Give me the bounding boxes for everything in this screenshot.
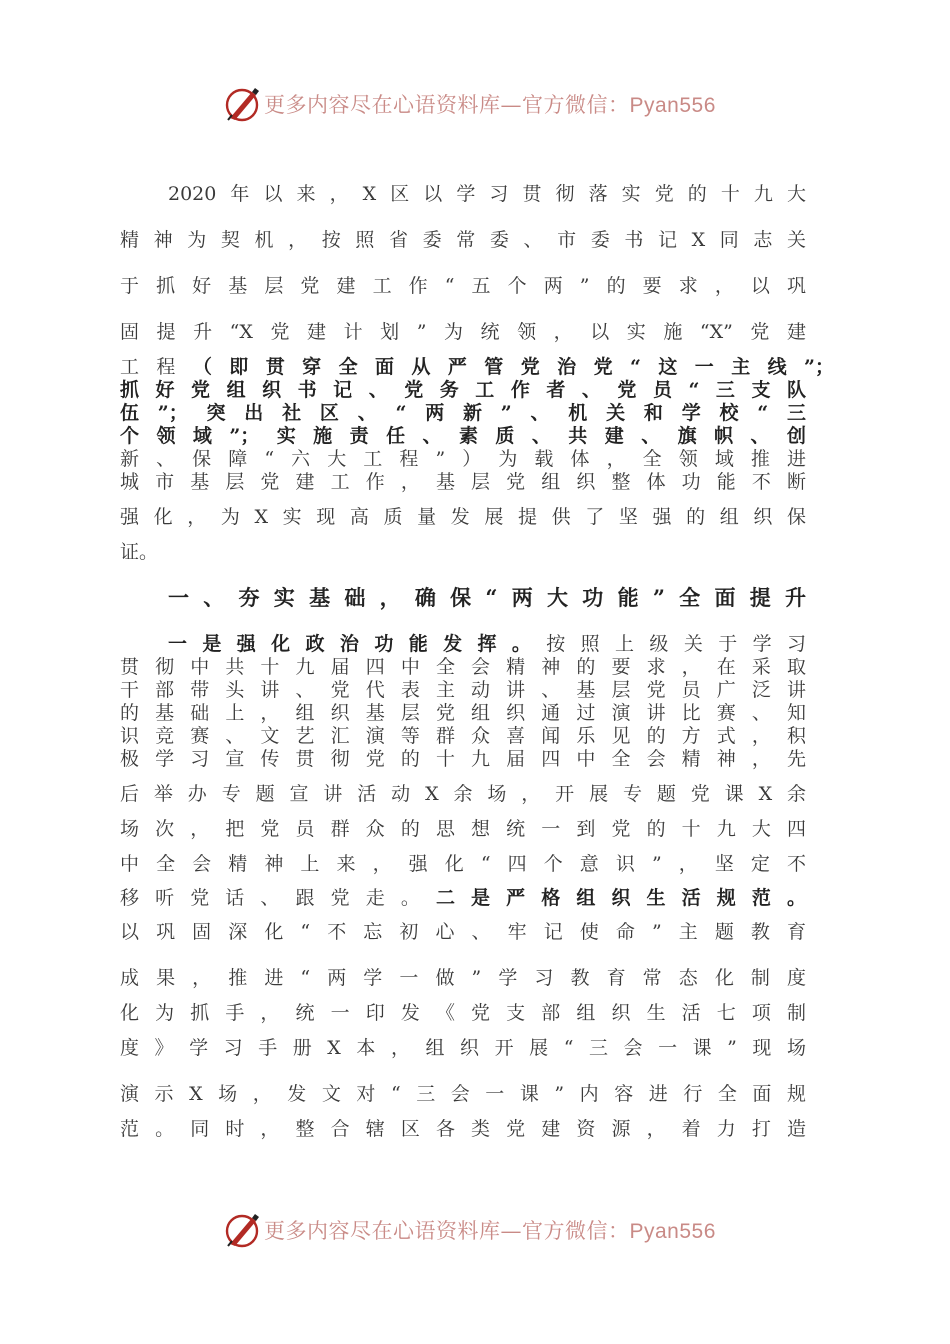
pen-logo-icon	[222, 1210, 262, 1250]
body-line: 范。同时，整合辖区各类党建资源，着力打造	[120, 1118, 806, 1140]
footer-watermark-banner	[222, 1210, 742, 1250]
body-line: 化为抓手，统一印发《党支部组织生活七项制	[120, 1002, 806, 1024]
body-line: 精神为契机，按照省委常委、市委书记X同志关	[120, 229, 806, 251]
body-line: 强化，为X实现高质量发展提供了坚强的组织保	[120, 506, 806, 528]
body-line: 2020年以来，X区以学习贯彻落实党的十九大	[168, 183, 806, 205]
body-line: 证。	[120, 541, 159, 563]
body-line: 极学习宣传贯彻党的十九届四中全会精神，先	[120, 748, 806, 770]
body-line: 度》学习手册X本，组织开展“三会一课”现场	[120, 1037, 806, 1059]
body-line-bold: 个领域”；实施责任、素质、共建、旗帜、创	[120, 425, 806, 447]
body-line: 识竞赛、文艺汇演等群众喜闻乐见的方式，积	[120, 725, 806, 747]
body-line: 移听党话、跟党走。二是严格组织生活规范。	[120, 887, 806, 909]
body-line: 以巩固深化“不忘初心、牢记使命”主题教育	[120, 921, 806, 943]
body-line: 中全会精神上来，强化“四个意识”，坚定不	[120, 853, 806, 875]
body-line: 新、保障“六大工程”）为载体，全领域推进	[120, 448, 806, 470]
section-heading: 一、夯实基础，确保“两大功能”全面提升	[168, 585, 806, 610]
banner-text: 更多内容尽在心语资料库—官方微信：	[264, 1219, 630, 1243]
pen-logo-icon	[222, 84, 262, 124]
body-line: 成果，推进“两学一做”学习教育常态化制度	[120, 967, 806, 989]
header-watermark-banner	[222, 84, 742, 124]
body-line: 固提升“X党建计划”为统领，以实施“X”党建	[120, 321, 806, 343]
body-line: 场次，把党员群众的思想统一到党的十九大四	[120, 818, 806, 840]
body-line-bold: 抓好党组织书记、党务工作者、党员“三支队	[120, 379, 806, 401]
banner-text: 更多内容尽在心语资料库—官方微信：	[264, 93, 630, 117]
body-line: 干部带头讲、党代表主动讲、基层党员广泛讲	[120, 679, 806, 701]
body-line: 城市基层党建工作，基层党组织整体功能不断	[120, 471, 806, 493]
body-line: 后举办专题宣讲活动X余场，开展专题党课X余	[120, 783, 806, 805]
body-line: 的基础上，组织基层党组织通过演讲比赛、知	[120, 702, 806, 724]
body-line: 工程（即贯穿全面从严管党治党“这一主线”；	[120, 356, 834, 378]
body-line: 于抓好基层党建工作“五个两”的要求，以巩	[120, 275, 806, 297]
body-line: 贯彻中共十九届四中全会精神的要求，在采取	[120, 656, 806, 678]
body-line-bold: 伍”；突出社区、“两新”、机关和学校“三	[120, 402, 806, 424]
banner-wechat-id: Pyan556	[629, 94, 716, 117]
body-line: 一是强化政治功能发挥。按照上级关于学习	[168, 633, 806, 655]
body-line: 演示X场，发文对“三会一课”内容进行全面规	[120, 1083, 806, 1105]
banner-wechat-id: Pyan556	[629, 1220, 716, 1243]
